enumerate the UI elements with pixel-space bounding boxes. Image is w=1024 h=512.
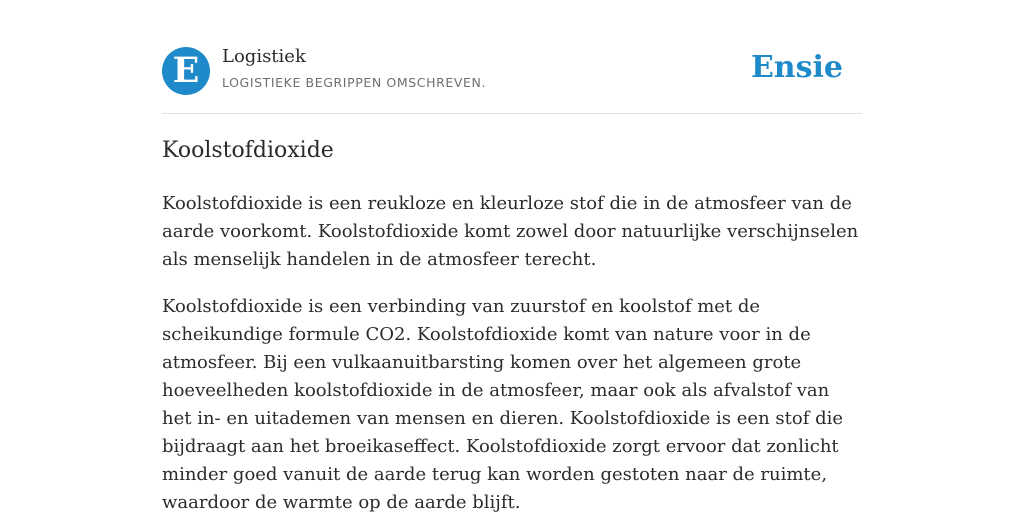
content-container — [162, 0, 862, 512]
article-title: Koolstofdioxide — [162, 138, 334, 163]
article-paragraph: Koolstofdioxide is een reukloze en kleurloze stof die in de atmosfeer van de aarde voorkomt. Koolstofdioxide komt zowel door natuurlijke verschijnselen als menselijk handelen in de atmosfeer terecht. — [162, 193, 859, 270]
site-logo-icon[interactable]: E — [162, 47, 210, 95]
site-subtitle: LOGISTIEKE BEGRIPPEN OMSCHREVEN. — [222, 75, 487, 90]
brand-logo[interactable]: Ensie — [750, 50, 843, 85]
article-paragraph: Koolstofdioxide is een verbinding van zuurstof en koolstof met de scheikundige formule CO2. Koolstofdioxide komt van nature voor in de atmosfeer. Bij een vulkaanuitbarsting komen over het algemeen grote hoeveelheden koolstofdioxide in de atmosfeer, maar ook als afvalstof van het in- en uitademen van mensen en dieren. Koolstofdioxide is een stof die bijdraagt aan het broeikaseffect. Koolstofdioxide zorgt ervoor dat zonlicht minder goed vanuit de aarde terug kan worden gestoten naar de ruimte, waardoor de warmte op de aarde blijft. — [162, 296, 844, 512]
site-header — [162, 0, 862, 114]
site-title[interactable]: Logistiek — [222, 46, 306, 67]
